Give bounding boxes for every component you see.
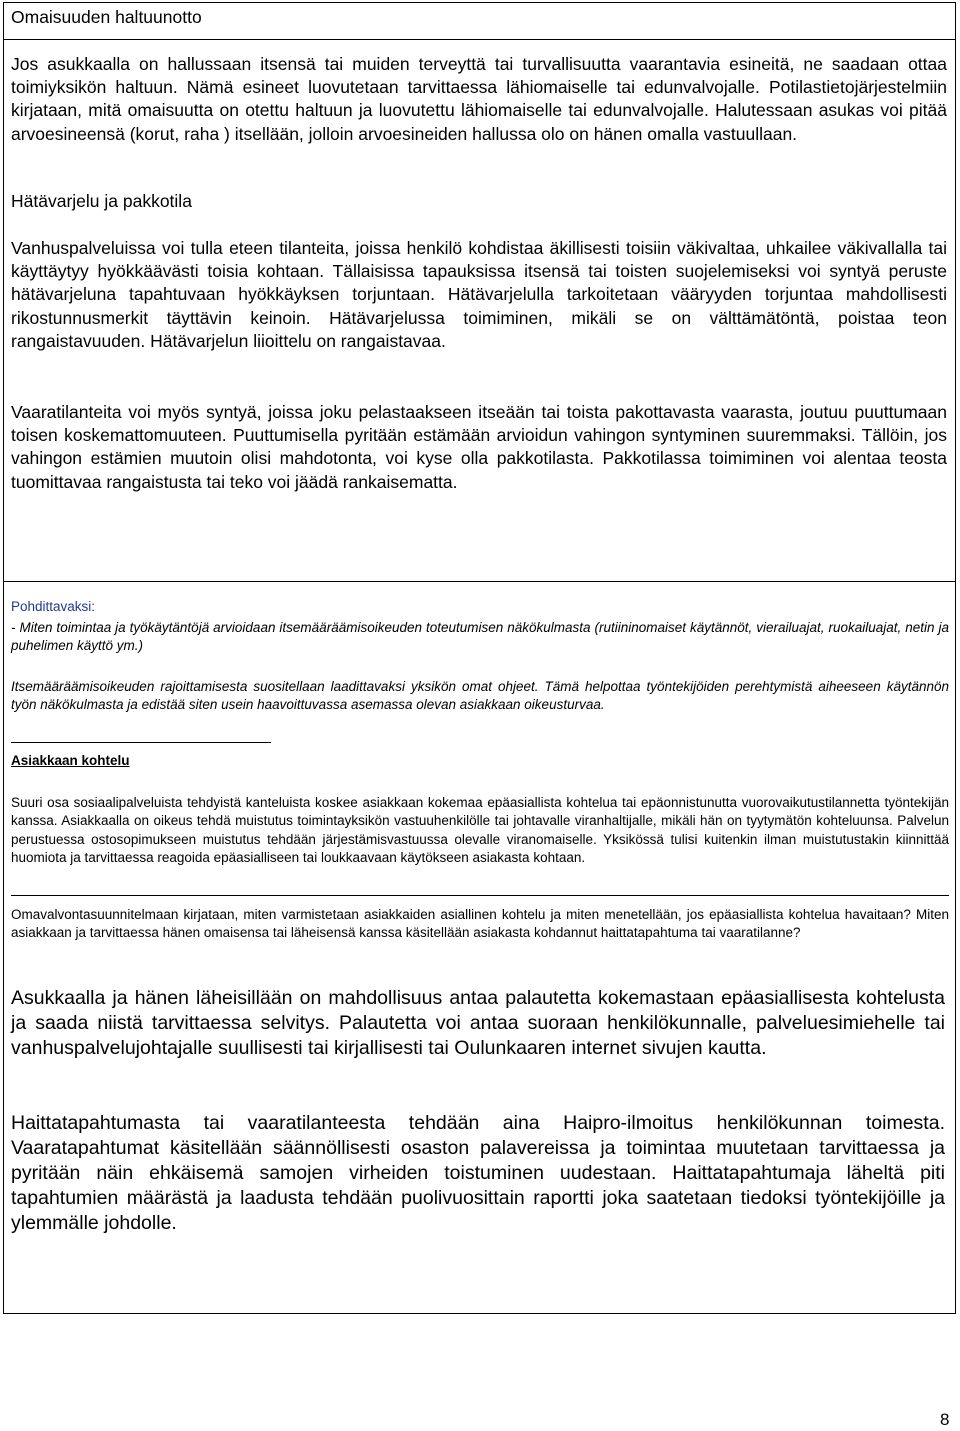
section-heading-kohtelu: Asiakkaan kohtelu <box>11 753 130 768</box>
paragraph-kohtelu: Suuri osa sosiaalipalveluista tehdyistä kanteluista koskee asiakkaan kokemaa epäasiallista kohtelua tai epäonnistunutta vuorovaikutustilannetta työntekijän kanssa. Asiakkaalla on oikeus tehdä muistutus toimintayksikön vastuuhenkilölle tai johtavalle viranhaltijalle, mikäli hän on tyytymätön kohteluunsa. Palvelun perustuessa ostosopimukseen muistutus tehdään järjestämisvastuussa olevalle viranomaiselle. Yksikössä tulisi kuitenkin ilman muistutustakin kiinnittää huomiota ja tarvittaessa reagoida epäasialliseen tai loukkaavaan käytökseen asiakasta kohtaan. <box>11 795 949 865</box>
paragraph-omavalvonta: Omavalvontasuunnitelmaan kirjataan, miten varmistetaan asiakkaiden asiallinen kohtelu ja miten menetellään, jos epäasiallista kohtelua havaitaan? Miten asiakkaan ja tarvittaessa hänen omaisensa tai läheisensä kanssa käsitellään asiakasta kohdannut haittatapahtuma tai vaaratilanne? <box>11 907 949 941</box>
reflection-recommendation: Itsemääräämisoikeuden rajoittamisesta suositellaan laadittavaksi yksikön omat ohjeet. Tämä helpottaa työntekijöiden perehtymistä aiheeseen käytännön työn näkökulmasta ja edistää siten usein haavoittuvassa asemassa olevan asiakkaan oikeusturvaa. <box>11 679 949 713</box>
paragraph-pakkotila: Vaaratilanteita voi myös syntyä, joissa joku pelastaakseen itseään tai toista pakottavasta vaarasta, joutuu puuttumaan toisen koskemattomuuteen. Puuttumisella pyritään estämään arvioidun vahingon syntyminen suuremmaksi. Tällöin, jos vahingon estämien muutoin olisi mahdotonta, voi kyse olla pakkotilasta. Pakkotilassa toimiminen voi alentaa teosta tuomittavaa rangaistusta tai teko voi jäädä rankaisematta. <box>11 402 947 492</box>
section-heading-hatavarjelu: Hätävarjelu ja pakkotila <box>11 191 192 211</box>
paragraph-hatavarjelu: Vanhuspalveluissa voi tulla eteen tilanteita, joissa henkilö kohdistaa äkillisesti toisiin väkivaltaa, uhkailee väkivallalla tai käyttäytyy hyökkäävästi toisia kohtaan. Tällaisissa tapauksissa itsensä tai toisten suojelemiseksi voi syntyä peruste hätävarjeluna tapahtuvaan hyökkäyksen torjuntaan. Hätävarjelulla tarkoitetaan vääryyden torjuntaa mahdollisesti rikostunnusmerkit täyttävin keinoin. Hätävarjelussa toimiminen, mikäli se on välttämätöntä, poistaa teon rangaistavuuden. Hätävarjelun liioittelu on rangaistavaa. <box>11 238 947 351</box>
section-heading-omaisuus: Omaisuuden haltuunotto <box>11 7 202 27</box>
paragraph-haipro: Haittatapahtumasta tai vaaratilanteesta tehdään aina Haipro-ilmoitus henkilökunnan toimesta. Vaaratapahtumat käsitellään säännöllisesti osaston palavereissa ja toimintaa muutetaan tarvittaessa ja pyritään näin ehkäisemä samojen virheiden toistuminen uudestaan. Haittatapahtumaja läheltä piti tapahtumien määrästä ja laadusta tehdään puolivuosittain raportti joka saatetaan tiedoksi työntekijöille ja ylemmälle johdolle. <box>11 1112 945 1234</box>
reflection-question: - Miten toimintaa ja työkäytäntöjä arvioidaan itsemääräämisoikeuden toteutumisen näkökulmasta (rutiininomaiset käytännöt, vierailuajat, ruokailuajat, netin ja puhelimen käyttö ym.) <box>11 620 949 654</box>
divider <box>11 895 949 896</box>
paragraph-omaisuus: Jos asukkaalla on hallussaan itsensä tai muiden terveyttä tai turvallisuutta vaarantavia esineitä, ne saadaan ottaa toimiyksikön haltuun. Nämä esineet luovutetaan tarvittaessa lähiomaiselle tai edunvalvojalle. Potilastietojärjestelmiin kirjataan, mitä omaisuutta on otettu haltuun ja luovutettu lähiomaiselle tai edunvalvojalle. Halutessaan asukas voi pitää arvoesineensä (korut, raha ) itsellään, jolloin arvoesineiden hallussa olo on hänen omalla vastuullaan. <box>11 54 947 144</box>
paragraph-palaute: Asukkaalla ja hänen läheisillään on mahdollisuus antaa palautetta kokemastaan epäasiallisesta kohtelusta ja saada niistä tarvittaessa selvitys. Palautetta voi antaa suoraan henkilökunnalle, palveluesimiehelle tai vanhuspalvelujohtajalle suullisesti tai kirjallisesti tai Oulunkaaren internet sivujen kautta. <box>11 987 945 1059</box>
page-number: 8 <box>940 1410 950 1429</box>
divider <box>11 742 271 743</box>
reflection-label: Pohdittavaksi: <box>11 599 96 614</box>
